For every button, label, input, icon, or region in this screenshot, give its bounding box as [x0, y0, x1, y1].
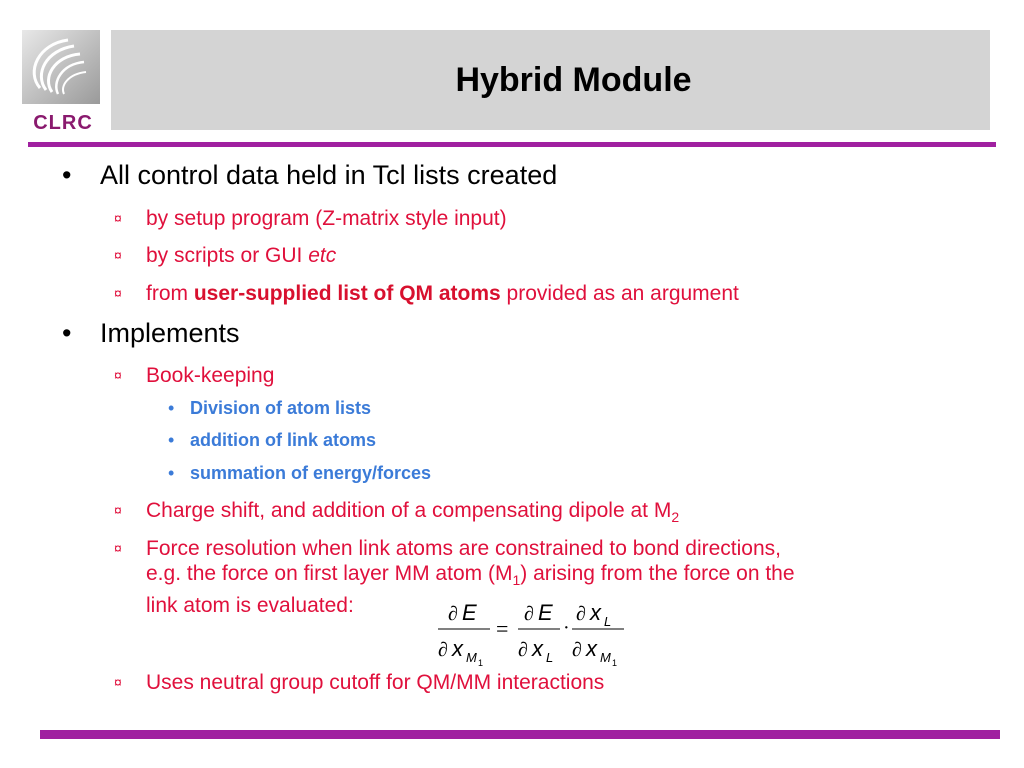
- subscript: 2: [671, 509, 680, 526]
- sub-item-text: Book-keeping: [146, 364, 275, 387]
- text-part: e.g. the force on first layer MM atom (M: [146, 562, 513, 585]
- text-part: from: [146, 282, 194, 305]
- sub-item-text: Uses neutral group cutoff for QM/MM interactions: [146, 671, 605, 694]
- bold-text: user-supplied list of QM atoms: [193, 282, 501, 305]
- currency-bullet-icon: ¤: [114, 367, 122, 383]
- fraction-dE-dxL: [518, 600, 560, 665]
- bullet-dot-icon: •: [168, 430, 175, 450]
- sub-item-text-line3: link atom is evaluated:: [146, 594, 354, 618]
- sub-sub-item-text: addition of link atoms: [190, 430, 377, 450]
- bullet-text: All control data held in Tcl lists created: [100, 160, 558, 190]
- currency-bullet-icon: ¤: [114, 285, 122, 301]
- partial-symbol: ∂: [518, 639, 528, 661]
- sub-item-text-line2: [146, 561, 795, 593]
- subscript-one: 1: [478, 658, 484, 668]
- symbol-x: x: [532, 636, 543, 661]
- currency-bullet-icon: ¤: [114, 502, 122, 518]
- subscript-one: 1: [612, 658, 618, 668]
- equals-sign: =: [496, 616, 509, 641]
- subscript-l: L: [604, 614, 612, 629]
- symbol-e: E: [462, 600, 477, 625]
- symbol-x: x: [586, 636, 597, 661]
- sub-item-setup-program: [114, 206, 507, 231]
- subscript-l: L: [546, 650, 554, 665]
- symbol-x: x: [590, 600, 601, 625]
- bullet-dot-icon: •: [62, 160, 72, 190]
- sub-item-book-keeping: [114, 363, 274, 388]
- sub-sub-item-text: Division of atom lists: [190, 398, 372, 418]
- partial-symbol: ∂: [448, 603, 458, 625]
- currency-bullet-icon: ¤: [114, 210, 122, 226]
- globe-swirl-icon: [18, 28, 104, 108]
- symbol-e: E: [538, 600, 553, 625]
- bullet-dot-icon: •: [168, 463, 175, 483]
- sub-item-text: [146, 281, 739, 306]
- sub-item-charge-shift: [114, 498, 679, 530]
- bullet-item-implements: [62, 318, 240, 349]
- clrc-logo: [18, 28, 104, 132]
- bullet-dot-icon: •: [62, 318, 72, 348]
- sub-item-scripts-gui: [114, 243, 336, 268]
- bullet-dot-icon: •: [168, 398, 175, 418]
- sub-item-qm-atoms: [114, 281, 739, 306]
- top-divider: [28, 142, 996, 147]
- bullet-text: Implements: [100, 318, 240, 348]
- fraction-dE-dxM1: [438, 600, 490, 668]
- text-part: Charge shift, and addition of a compensating dipole at M: [146, 499, 672, 522]
- subscript: 1: [512, 572, 521, 589]
- bottom-divider: [40, 730, 1000, 739]
- sub-sub-item-link-atoms: [168, 430, 376, 451]
- sub-sub-item-summation: [168, 463, 431, 484]
- text-part: ) arising from the force on the: [520, 562, 795, 585]
- subscript-m: M: [600, 650, 611, 665]
- chain-rule-formula: [432, 596, 632, 670]
- title-bar: [111, 30, 990, 130]
- sub-item-text: by setup program (Z-matrix style input): [146, 207, 507, 230]
- currency-bullet-icon: ¤: [114, 247, 122, 263]
- sub-sub-item-division: [168, 398, 371, 419]
- logo-text: CLRC: [33, 112, 93, 134]
- sub-sub-item-text: summation of energy/forces: [190, 463, 432, 483]
- sub-item-text: [146, 243, 336, 268]
- page-title: Hybrid Module: [455, 60, 692, 99]
- sub-item-text-line1: Force resolution when link atoms are constrained to bond directions,: [146, 537, 782, 560]
- partial-symbol: ∂: [576, 603, 586, 625]
- partial-symbol: ∂: [524, 603, 534, 625]
- fraction-dxL-dxM1: [572, 600, 624, 668]
- symbol-x: x: [452, 636, 463, 661]
- text-part: provided as an argument: [500, 282, 739, 305]
- bullet-item-control-data: [62, 160, 557, 191]
- partial-symbol: ∂: [572, 639, 582, 661]
- emphasis-text: etc: [308, 244, 337, 267]
- text-part: by scripts or GUI: [146, 244, 309, 267]
- currency-bullet-icon: ¤: [114, 540, 122, 556]
- sub-item-text: [146, 498, 679, 530]
- sub-item-neutral-group: [114, 670, 604, 695]
- partial-symbol: ∂: [438, 639, 448, 661]
- subscript-m: M: [466, 650, 477, 665]
- dot-operator: ·: [563, 617, 570, 639]
- currency-bullet-icon: ¤: [114, 674, 122, 690]
